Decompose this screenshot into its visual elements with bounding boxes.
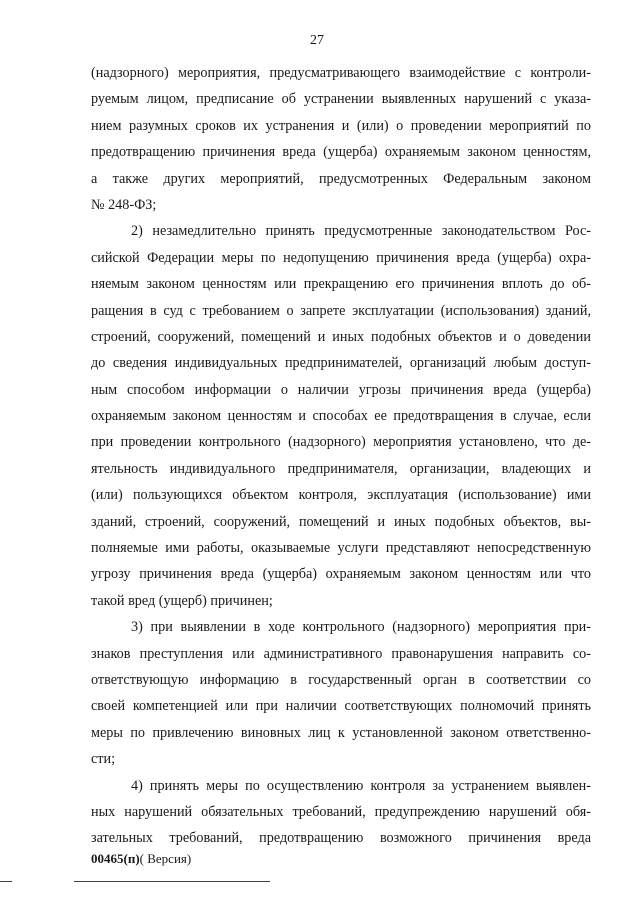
document-code: 00465(п) xyxy=(91,851,140,866)
footer-rule-left xyxy=(0,881,12,882)
text-line: меры по привлечению виновных лиц к установленной законом ответственно- xyxy=(91,724,591,741)
text-line: охраняемым законом ценностям и способах ее предотвращения в случае, если xyxy=(91,408,591,425)
document-body xyxy=(91,60,591,852)
text-line: строений, сооружений, помещений и иных подобных объектов и о доведении xyxy=(91,328,591,345)
footer-rule-main xyxy=(74,881,270,882)
text-line: ным способом информации о наличии угрозы причинения вреда (ущерба) xyxy=(91,381,591,398)
text-line: ращения в суд с требованием о запрете эксплуатации (использования) зданий, xyxy=(91,302,591,319)
text-line: (или) пользующихся объектом контроля, эксплуатация (использование) ими xyxy=(91,487,591,504)
text-line: № 248-ФЗ; xyxy=(91,196,157,213)
text-line: при проведении контрольного (надзорного) мероприятия установлено, что де- xyxy=(91,434,591,451)
text-line: своей компетенцией или при наличии соответствующих полномочий принять xyxy=(91,698,591,715)
text-line: 2) незамедлительно принять предусмотренные законодательством Рос- xyxy=(131,223,591,240)
text-line: полняемые ими работы, оказываемые услуги представляют непосредственную xyxy=(91,540,591,557)
text-line: зательных требований, предотвращению возможного причинения вреда xyxy=(91,830,591,847)
text-line: зданий, строений, сооружений, помещений и иных подобных объектов, вы- xyxy=(91,513,591,530)
text-line: сти; xyxy=(91,751,116,768)
text-line: 3) при выявлении в ходе контрольного (надзорного) мероприятия при- xyxy=(131,619,591,636)
text-line: ответствующую информацию в государственный орган в соответствии со xyxy=(91,671,591,688)
page-number: 27 xyxy=(310,33,324,48)
text-line: предотвращению причинения вреда (ущерба) охраняемым законом ценностям, xyxy=(91,144,591,161)
text-line: угрозу причинения вреда (ущерба) охраняемым законом ценностям или что xyxy=(91,566,591,583)
text-line: такой вред (ущерб) причинен; xyxy=(91,592,273,609)
text-line: руемым лицом, предписание об устранении выявленных нарушений с указа- xyxy=(91,91,591,108)
document-version: ( Версия) xyxy=(139,851,192,866)
text-line: знаков преступления или административного правонарушения направить со- xyxy=(91,645,591,662)
text-line: 4) принять меры по осуществлению контроля за устранением выявлен- xyxy=(131,777,591,794)
text-line: ных нарушений обязательных требований, предупреждению нарушений обя- xyxy=(91,803,591,820)
document-footer xyxy=(91,851,191,867)
text-line: нием разумных сроков их устранения и (или) о проведении мероприятий по xyxy=(91,117,591,134)
text-line: сийской Федерации меры по недопущению причинения вреда (ущерба) охра- xyxy=(91,249,591,266)
text-line: а также других мероприятий, предусмотренных Федеральным законом xyxy=(91,170,591,187)
text-line: няемым законом ценностям или прекращению его причинения вплоть до об- xyxy=(91,276,591,293)
text-line: ятельность индивидуального предпринимателя, организации, владеющих и xyxy=(91,460,591,477)
text-line: (надзорного) мероприятия, предусматривающего взаимодействие с контроли- xyxy=(91,65,591,81)
text-line: до сведения индивидуальных предпринимателей, организаций любым доступ- xyxy=(91,355,591,372)
